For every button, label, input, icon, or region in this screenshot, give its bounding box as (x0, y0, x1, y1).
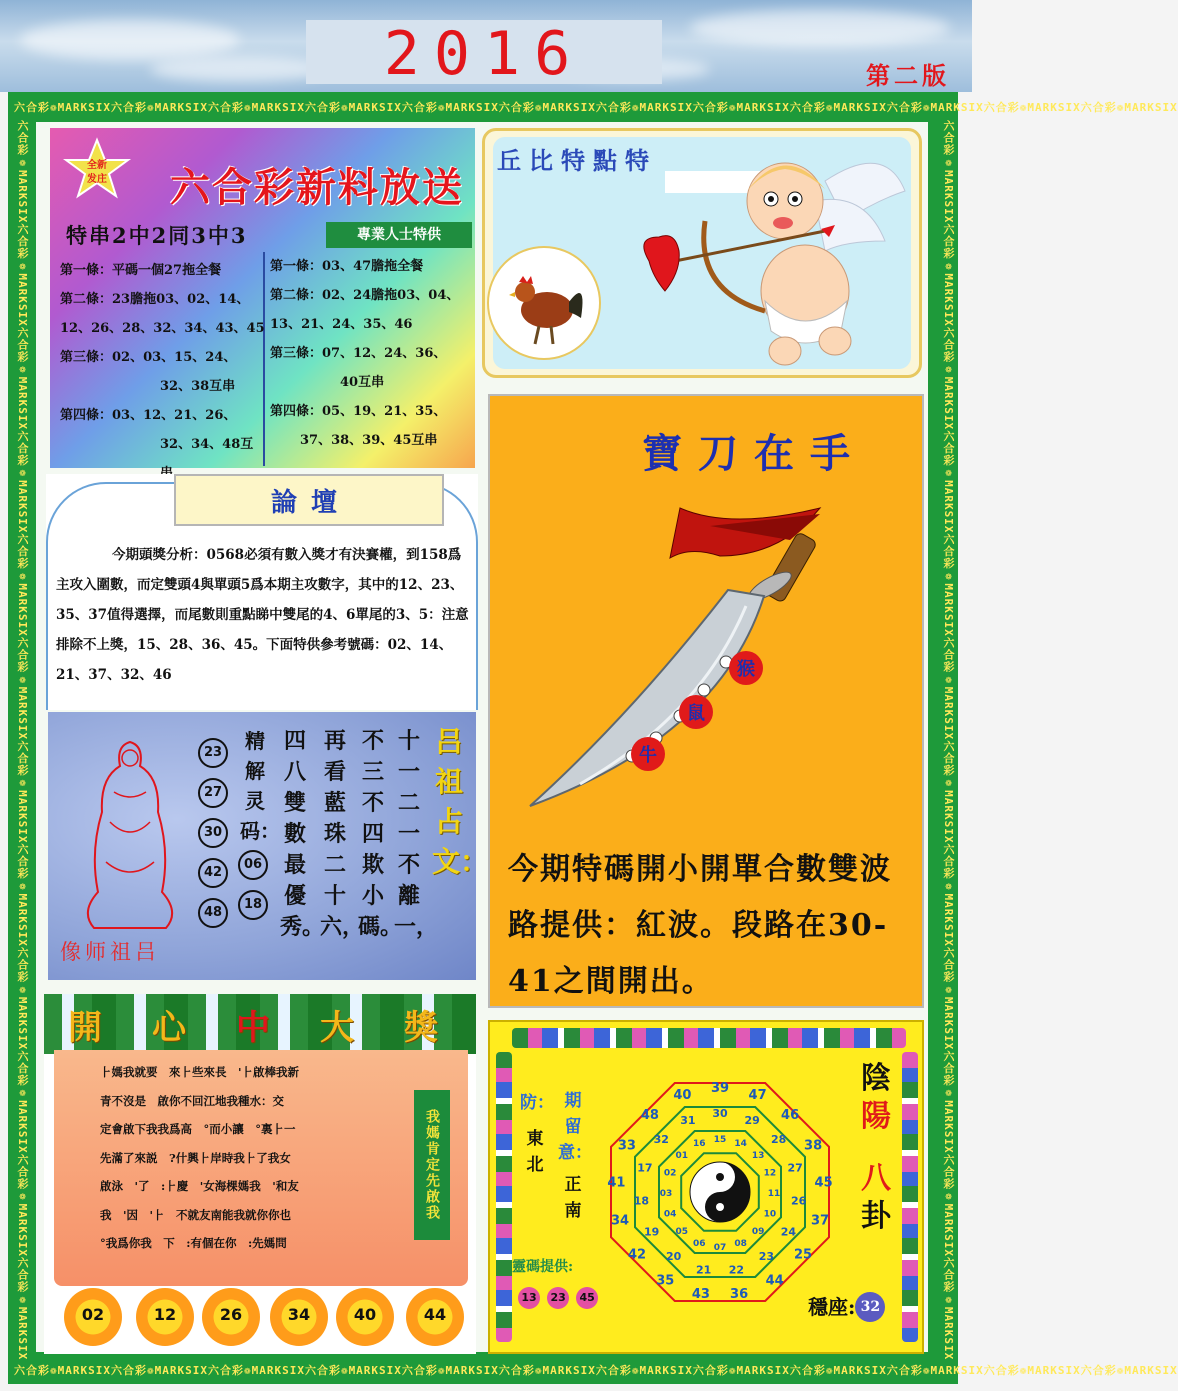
luzu-panel (48, 712, 489, 980)
bagua-outer-num: 41 (607, 1175, 626, 1191)
bagua-mid-num: 28 (771, 1133, 787, 1147)
bagua-inner-num: 10 (763, 1209, 777, 1220)
intro-line: 第一條：平碼一個27拖全餐 (60, 263, 222, 278)
wenzuo (808, 1292, 885, 1322)
flower-num: 26 (219, 1305, 243, 1324)
bagua-outer-num: 34 (610, 1213, 630, 1229)
bagua-mid-num: 17 (637, 1161, 653, 1175)
intro-line: 第二條：23膽拖03、02、14、 (60, 292, 250, 307)
happy-letter: 心 (152, 1008, 186, 1048)
flower-number (336, 1288, 394, 1346)
bagua-mid-num: 18 (633, 1194, 650, 1208)
intro-line: 13、21、24、35、46 (270, 317, 413, 332)
intro-left-column (60, 256, 265, 488)
bagua-inner-num: 16 (693, 1139, 706, 1150)
bagua-inner-num: 01 (675, 1150, 689, 1161)
zodiac-monkey: 猴 (737, 659, 755, 680)
bagua-mid-num: 27 (787, 1161, 803, 1175)
bagua-outer-num: 35 (656, 1273, 675, 1289)
luzu-col-5: 精解灵码： (240, 729, 280, 843)
guard-value: 東北 (526, 1129, 544, 1175)
sword-title: 寶刀在手 (642, 430, 866, 477)
bagua-outer-num: 36 (730, 1287, 749, 1303)
chain-left (496, 1052, 512, 1342)
sword-text: 今期特碼開小開單合數雙波路提供：紅波。段路在30-41之間開出。 (508, 852, 892, 999)
flower-num: 34 (287, 1305, 311, 1324)
zodiac-ox: 牛 (639, 745, 657, 766)
intro-line: 40互串 (340, 375, 385, 390)
luzu-num: 42 (198, 858, 228, 888)
intro-line: 第三條：02、03、15、24、 (60, 350, 237, 365)
border-text-left: 六合彩❁MARKSIX六合彩❁MARKSIX六合彩❁MARKSIX六合彩❁MARKSIX六合彩❁MARKSIX六合彩❁MARKSIX六合彩❁MARKSIX六合彩❁MARKSIX六合彩❁MARKSIX六合彩❁MARKSIX六合彩❁MARKSIX六合彩❁MARKSIX (16, 120, 29, 1361)
bagua-inner-num: 05 (675, 1227, 689, 1238)
bagua-outer-num: 38 (804, 1138, 823, 1154)
intro-panel (50, 128, 475, 468)
zodiac-rat: 鼠 (687, 703, 705, 724)
intro-line: 第四條：05、19、21、35、 (270, 404, 447, 419)
bagua-inner-num: 13 (751, 1150, 765, 1161)
bagua-mid-num: 24 (780, 1225, 797, 1239)
yy-char: 卦 (861, 1199, 891, 1234)
bagua-outer-num: 43 (691, 1287, 710, 1303)
bagua-outer-num: 37 (810, 1213, 830, 1229)
bagua-inner-num: 09 (751, 1227, 765, 1238)
forum-panel (46, 474, 478, 710)
guard-label: 防： (520, 1093, 554, 1113)
ling-label: 靈碼提供: (512, 1259, 574, 1275)
luzu-col-1: 十一二一不離一， (394, 728, 439, 940)
luzu-col-3: 再看藍珠二十六， (320, 728, 365, 940)
bagua-inner-num: 11 (767, 1189, 781, 1199)
intro-title: 六合彩新料放送 (170, 164, 464, 211)
poem-line: 青不沒是 啟你不回江地我種水：交 (100, 1093, 284, 1108)
intro-right-column (270, 252, 470, 455)
bagua-outer-num: 44 (765, 1273, 784, 1289)
sword-icon (520, 496, 840, 816)
happy-letters (58, 1000, 468, 1050)
poem-line: 先滿了來説 ?什興⺊岸時我⺊了我女 (100, 1150, 291, 1165)
happy-letter: 大 (320, 1008, 354, 1048)
bagua-mid-num: 30 (712, 1107, 728, 1120)
bagua-outer-num: 40 (673, 1088, 692, 1103)
star-badge-icon (64, 138, 130, 204)
bagua-inner-num: 14 (734, 1139, 747, 1150)
intro-subtitle: 特串2中2同3中3 (66, 223, 248, 248)
bagua-mid-num: 23 (758, 1249, 775, 1263)
bagua-mid-num: 19 (643, 1225, 660, 1239)
intro-line: 第二條：02、24膽拖03、04、 (270, 288, 460, 303)
note-label: 期留意： (558, 1091, 592, 1163)
yinyang-icon (690, 1162, 750, 1222)
wenzuo-num: 32 (855, 1292, 885, 1322)
bagua-mid-num: 32 (653, 1133, 669, 1147)
ling-nums (518, 1286, 600, 1309)
rooster-circle (487, 246, 601, 360)
intro-line: 第一條：03、47膽拖全餐 (270, 259, 424, 274)
intro-line: 第四條：03、12、21、26、 (60, 408, 237, 423)
flower-num: 40 (353, 1305, 377, 1324)
bagua-inner-num: 03 (659, 1189, 673, 1199)
bagua-inner-num: 02 (663, 1168, 677, 1179)
happy-panel (44, 994, 476, 1354)
chain-top (512, 1028, 906, 1048)
luzu-nums-left (198, 738, 228, 938)
bagua-inner-num: 07 (713, 1243, 727, 1253)
svg-text:发庄: 发庄 (87, 174, 107, 185)
bagua-outer-num: 47 (748, 1088, 767, 1103)
bagua-inner-num: 12 (763, 1168, 777, 1179)
yy-char: 八 (861, 1161, 891, 1196)
intro-line: 37、38、39、45互串 (300, 433, 438, 448)
badge-text: 全新 (87, 160, 107, 171)
edition-label: 第二版 (866, 61, 950, 90)
intro-line: 12、26、28、32、34、43、45 (60, 321, 265, 336)
luzu-num: 30 (198, 818, 228, 848)
flower-number (64, 1288, 122, 1346)
border-text-bottom: 六合彩❁MARKSIX六合彩❁MARKSIX六合彩❁MARKSIX六合彩❁MARKSIX六合彩❁MARKSIX六合彩❁MARKSIX六合彩❁MARKSIX六合彩❁MARKSIX六合彩❁MARKSIX六合彩❁MARKSIX六合彩❁MARKSIX六合彩❁MARKSIX (14, 1364, 1178, 1377)
bagua-mid-num: 26 (790, 1194, 807, 1208)
year-title: 2016 (383, 19, 585, 89)
bagua-mid-num: 29 (744, 1113, 760, 1127)
bagua-outer-num: 48 (640, 1108, 659, 1124)
forum-body: 今期頭獎分析：0568必須有數入獎才有決賽權，到158爲主攻入圍數，而定雙頭4與單頭5爲本期主攻數字，其中的12、23、35、37值得選擇，而尾數則重點睇中雙尾的4、6單尾的3、5：注意排除不上獎，15、28、36、45。下面特供參考號碼：02、14、21、37、32、46 (56, 547, 469, 683)
cupid-figure-icon (635, 141, 915, 371)
flower-num: 02 (81, 1305, 105, 1324)
wenzuo-label-text: 穩座: (808, 1295, 856, 1319)
poem-line: 我 '因 '⺊ 不就友南能我就你你也 (100, 1207, 292, 1222)
happy-letter: 開 (68, 1008, 102, 1048)
cupid-title: 丘比特點特 (497, 146, 657, 175)
poem-line: ⺊媽我就要 來⺊些來長 '⺊啟棒我新 (100, 1065, 300, 1079)
intro-line: 32、34、48互 (160, 437, 254, 452)
cupid-panel (482, 128, 922, 378)
luzu-num: 23 (198, 738, 228, 768)
poem-line: °我爲你我 下 :有個在你 :先媽問 (100, 1236, 287, 1250)
flower-number (136, 1288, 194, 1346)
bagua-outer-num: 42 (627, 1247, 647, 1263)
luzu-num: 18 (238, 890, 268, 920)
bagua-inner-num: 06 (693, 1238, 706, 1249)
bagua-inner-num: 04 (663, 1209, 677, 1220)
flower-number (202, 1288, 260, 1346)
luzu-portrait-icon (70, 732, 190, 932)
bagua-outer-num: 33 (617, 1138, 636, 1154)
ling-num: 45 (576, 1287, 598, 1309)
flower-num: 44 (423, 1305, 447, 1324)
border-text-right: 六合彩❁MARKSIX六合彩❁MARKSIX六合彩❁MARKSIX六合彩❁MARKSIX六合彩❁MARKSIX六合彩❁MARKSIX六合彩❁MARKSIX六合彩❁MARKSIX六合彩❁MARKSIX六合彩❁MARKSIX六合彩❁MARKSIX六合彩❁MARKSIX (942, 120, 955, 1361)
happy-letter: 獎 (404, 1008, 438, 1048)
flower-number (270, 1288, 328, 1346)
pro-label: 專業人士特供 (326, 222, 472, 248)
note-block (558, 1088, 592, 1224)
intro-line: 第三條：07、12、24、36、 (270, 346, 447, 361)
bagua-outer-num: 46 (781, 1108, 800, 1124)
bagua-outer-num: 25 (793, 1247, 813, 1263)
bagua-outer-num: 45 (814, 1175, 833, 1191)
ling-num: 13 (518, 1287, 540, 1309)
happy-letter: 中 (236, 1008, 270, 1048)
poem-line: 定會啟下我我爲高 °而小讓 °裏⺊一 (100, 1122, 296, 1136)
luzu-num: 48 (198, 898, 228, 928)
yy-char: 陽 (861, 1099, 891, 1134)
bagua-mid-num: 20 (665, 1249, 682, 1263)
bagua-mid-num: 22 (728, 1263, 745, 1277)
luzu-num: 06 (238, 850, 268, 880)
border-text-top: 六合彩❁MARKSIX六合彩❁MARKSIX六合彩❁MARKSIX六合彩❁MARKSIX六合彩❁MARKSIX六合彩❁MARKSIX六合彩❁MARKSIX六合彩❁MARKSIX六合彩❁MARKSIX六合彩❁MARKSIX六合彩❁MARKSIX六合彩❁MARKSIX (14, 101, 1178, 114)
bagua-inner-num: 15 (713, 1135, 727, 1145)
sword-panel (488, 394, 924, 1008)
forum-title: 論壇 (270, 488, 351, 518)
bagua-diagram (600, 1072, 840, 1312)
flower-row (44, 1282, 476, 1354)
bagua-inner-num: 08 (734, 1238, 747, 1249)
happy-side-label: 我媽肯定先啟我 (414, 1090, 450, 1240)
guard-block (520, 1090, 554, 1178)
luzu-col-2: 不三不四欺小碼。 (358, 728, 403, 940)
happy-poem (100, 1058, 400, 1258)
luzu-title: 吕祖占文： (432, 725, 489, 878)
yy-char: 陰 (861, 1061, 891, 1096)
yinyang-title (846, 1060, 906, 1236)
ling-num: 23 (547, 1287, 569, 1309)
portrait-label: 像师祖吕 (60, 940, 160, 964)
bagua-mid-num: 31 (680, 1113, 696, 1127)
bagua-panel (488, 1020, 924, 1354)
flower-number (406, 1288, 464, 1346)
luzu-col-4: 四八雙數最優秀。 (280, 728, 325, 940)
bagua-outer-num: 39 (710, 1081, 730, 1096)
bagua-mid-num: 21 (695, 1263, 712, 1277)
poem-line: 啟泳 '了 :⺊慶 '女海棵媽我 '和友 (100, 1179, 299, 1193)
luzu-num: 27 (198, 778, 228, 808)
luzu-nums-right (238, 850, 268, 930)
forum-scroll (174, 474, 444, 526)
rooster-icon (489, 248, 599, 358)
note-value: 正南 (564, 1175, 582, 1221)
intro-line: 32、38互串 (160, 379, 236, 394)
flower-num: 12 (153, 1305, 177, 1324)
